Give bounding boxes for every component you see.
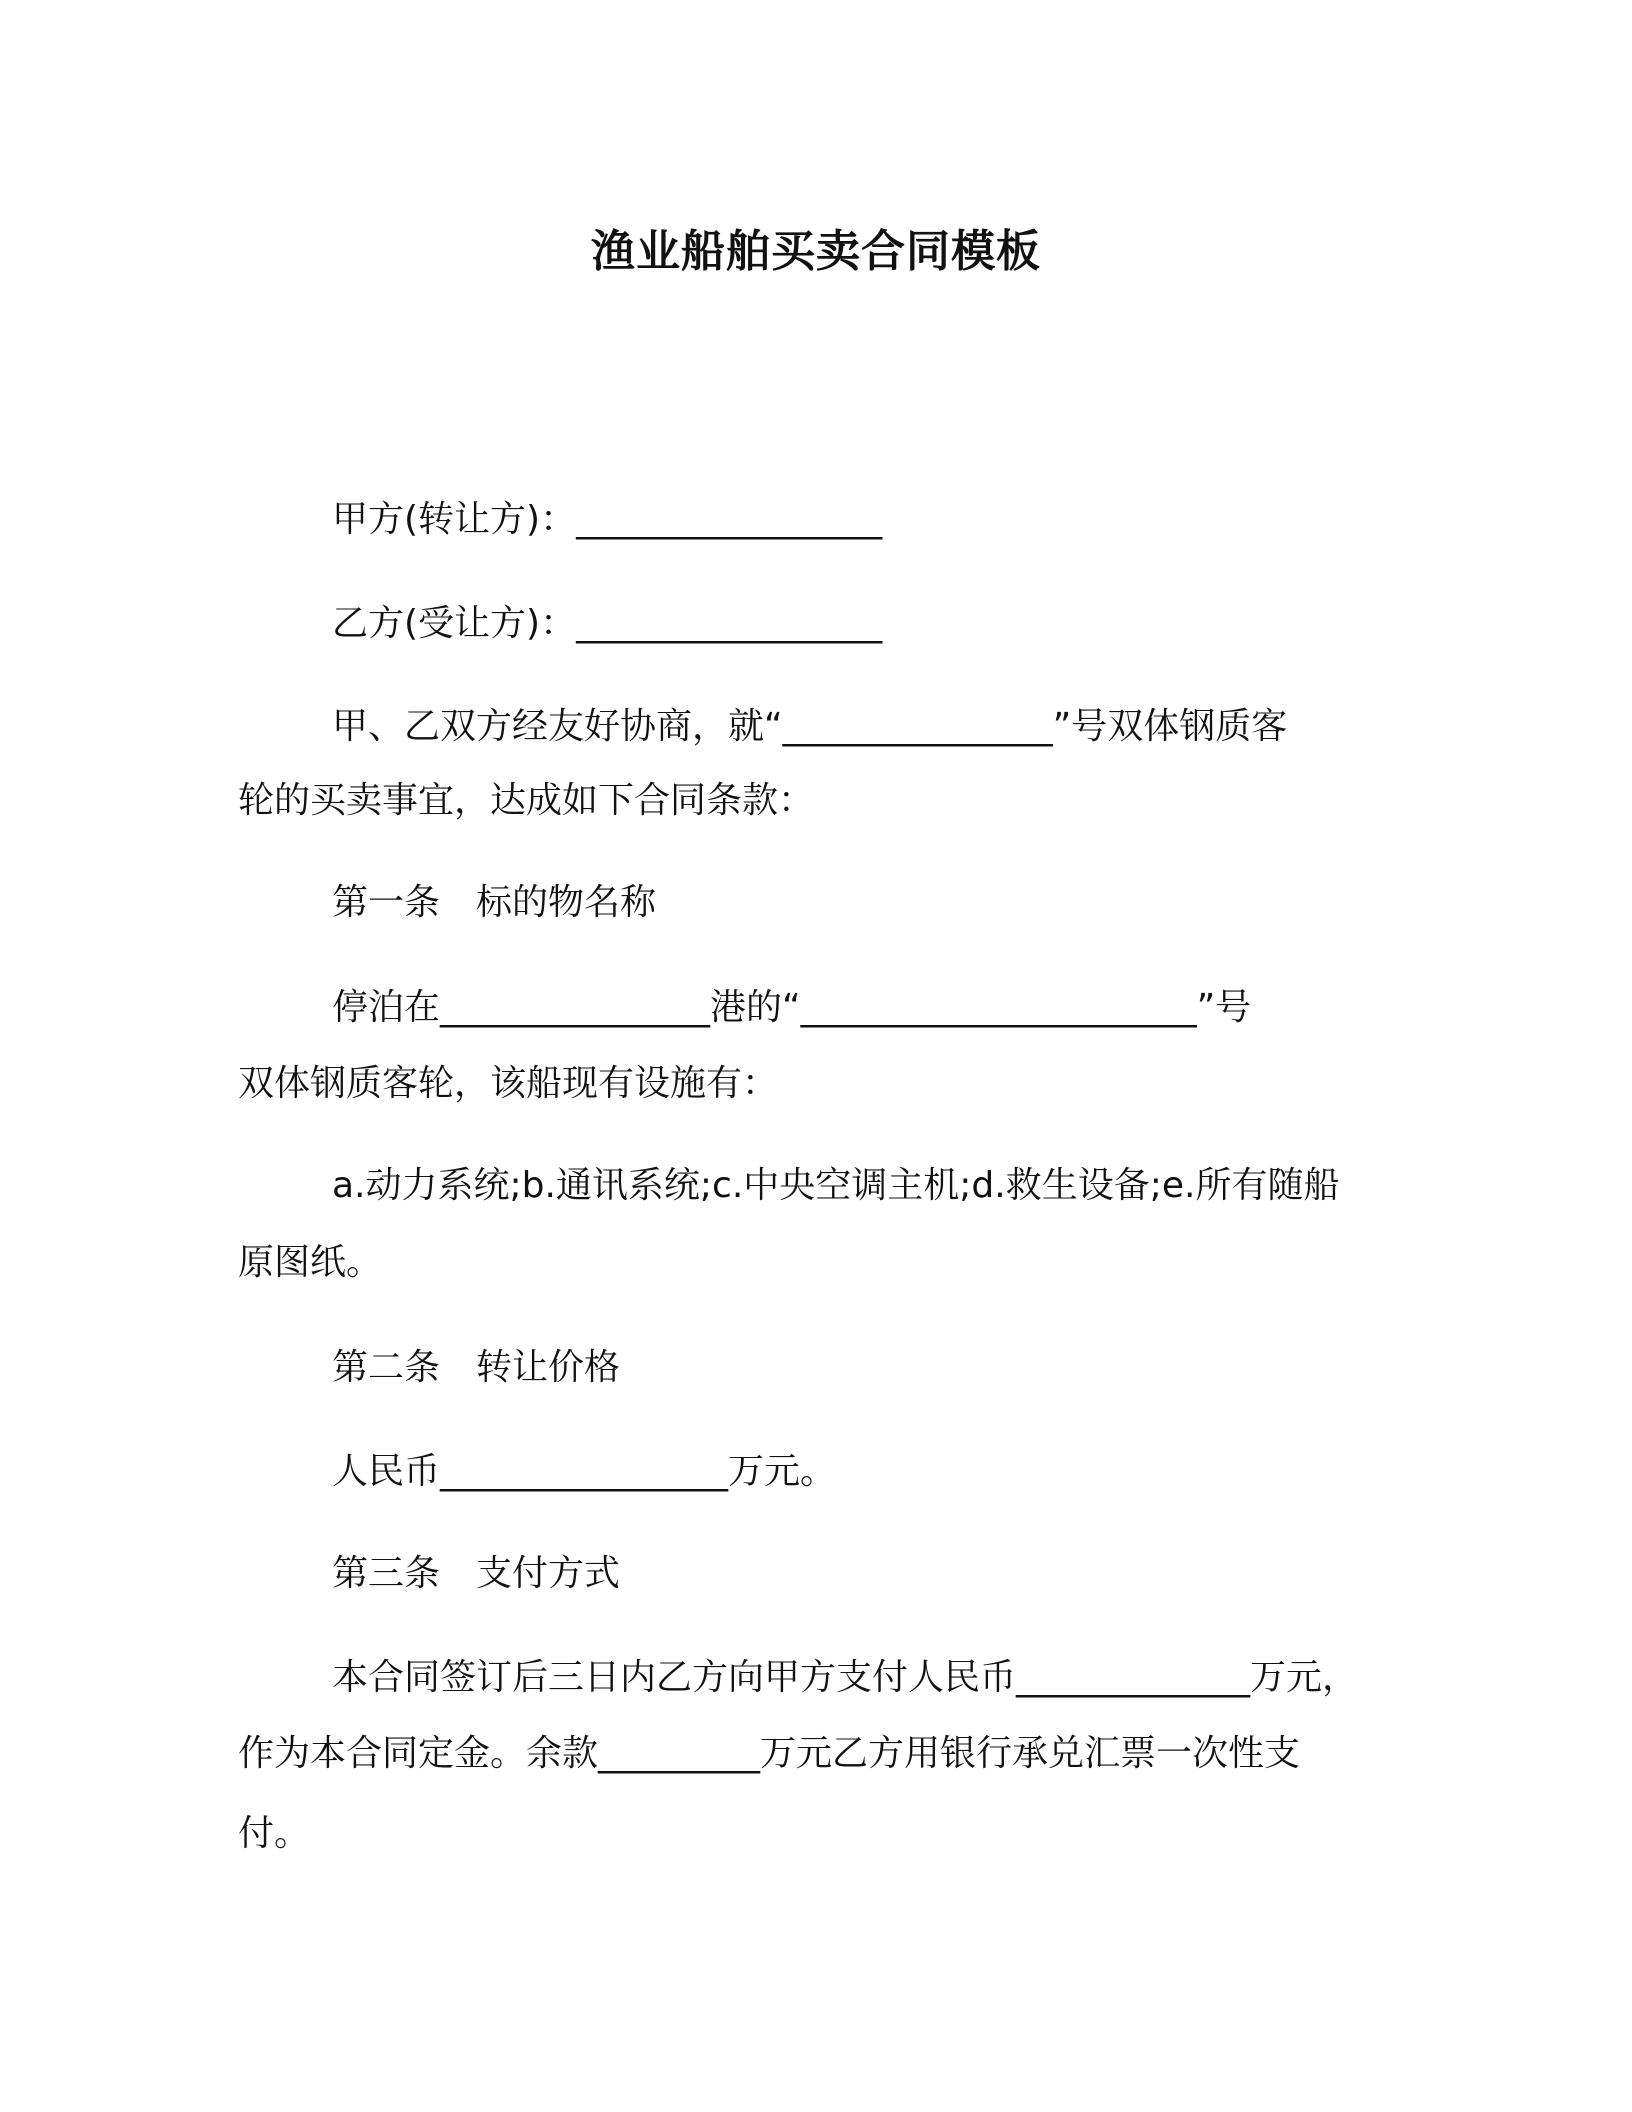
preamble-line-1: 甲、乙双方经友好协商，就“_______________”号双体钢质客 (332, 706, 1288, 747)
payment-line-2: 作为本合同定金。余款_________万元乙方用银行承兑汇票一次性支 (238, 1733, 1301, 1774)
article-2-heading: 第二条 转让价格 (332, 1347, 621, 1388)
facilities-line-1: a.动力系统;b.通讯系统;c.中央空调主机;d.救生设备;e.所有随船 (332, 1165, 1340, 1206)
facilities-line-2: 原图纸。 (238, 1242, 383, 1283)
payment-line-3: 付。 (238, 1813, 311, 1854)
document-title: 渔业船舶买卖合同模板 (591, 226, 1041, 277)
party-a-line: 甲方(转让方)：_________________ (332, 499, 883, 540)
article-1-heading: 第一条 标的物名称 (332, 882, 657, 923)
party-b-line: 乙方(受让方)：_________________ (332, 603, 883, 644)
article-1-body-line-1: 停泊在_______________港的“______________________”号 (332, 987, 1252, 1028)
preamble-line-2: 轮的买卖事宜，达成如下合同条款： (238, 780, 815, 821)
payment-line-1: 本合同签订后三日内乙方向甲方支付人民币_____________万元， (332, 1657, 1359, 1698)
article-1-body-line-2: 双体钢质客轮，该船现有设施有： (238, 1063, 779, 1104)
article-3-heading: 第三条 支付方式 (332, 1553, 621, 1594)
price-line: 人民币________________万元。 (332, 1451, 837, 1492)
